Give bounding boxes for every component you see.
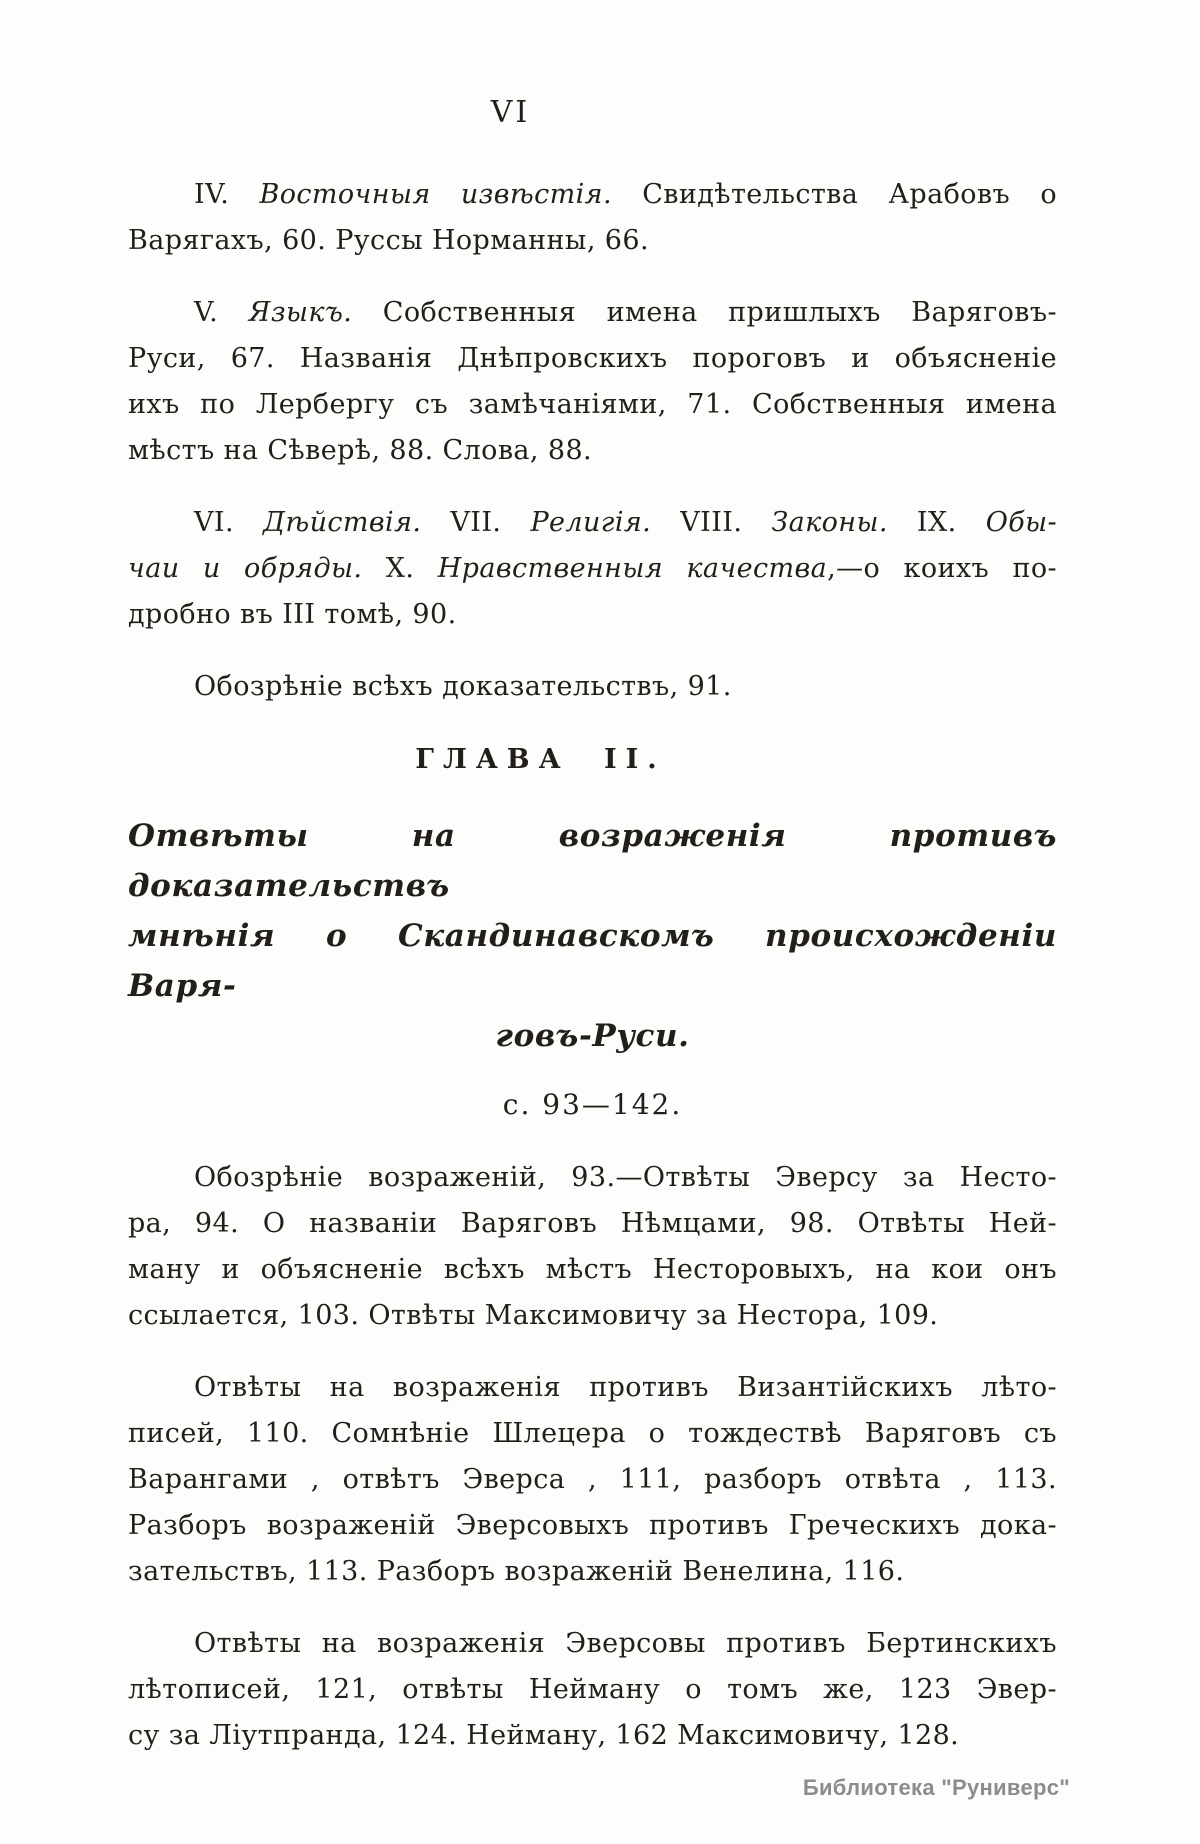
toc-text-segment: ману и объясненіе всѣхъ мѣстъ Несторовыхъ, на кои онъ [128, 1254, 1057, 1285]
toc-line [128, 592, 1057, 638]
toc-text-segment: лѣтописей, 121, отвѣты Нейману о томъ же, 123 Эвер- [128, 1674, 1057, 1705]
toc-paragraph [128, 1155, 1057, 1339]
chapter-title-line: Отвѣты на возраженія противъ доказательствъ [128, 818, 1057, 904]
toc-line [128, 1365, 1057, 1411]
page-number: VI [490, 95, 531, 130]
toc-text-segment: Руси, 67. Названія Днѣпровскихъ пороговъ и объясненіе [128, 343, 1057, 374]
toc-italic-segment: Языкъ. [248, 297, 353, 328]
toc-text-segment: мѣстъ на Сѣверѣ, 88. Слова, 88. [128, 435, 593, 466]
toc-text-segment: ссылается, 103. Отвѣты Максимовичу за Нестора, 109. [128, 1300, 939, 1331]
chapter-title [128, 811, 1057, 1061]
toc-paragraph [128, 290, 1057, 474]
toc-line [128, 1201, 1057, 1247]
toc-line [128, 500, 1057, 546]
toc-text-segment: X. [362, 553, 438, 584]
toc-line [128, 1713, 1057, 1759]
toc-line [128, 1621, 1057, 1667]
toc-text-segment: Обозрѣніе возраженій, 93.—Отвѣты Эверсу за Несто- [194, 1162, 1057, 1193]
toc-text-segment: ихъ по Лербергу съ замѣчаніями, 71. Собственныя имена [128, 389, 1057, 420]
toc-line [128, 382, 1057, 428]
chapter-heading: ГЛАВА II. [415, 744, 666, 775]
toc-line [128, 290, 1057, 336]
toc-italic-segment: Религія. [530, 507, 652, 538]
toc-paragraph [128, 500, 1057, 638]
toc-text-segment: VIII. [651, 507, 772, 538]
toc-section-chapter-1-end [128, 172, 1057, 710]
library-watermark: Библиотека "Руниверс" [802, 1775, 1070, 1800]
toc-line [128, 1503, 1057, 1549]
toc-text-segment: ,—о коихъ по- [827, 553, 1058, 584]
toc-line [128, 1293, 1057, 1339]
text-block [128, 96, 1057, 1785]
toc-text-segment: ра, 94. О названіи Варяговъ Нѣмцами, 98. Отвѣты Ней- [128, 1208, 1057, 1239]
toc-italic-segment: Восточныя извѣстія. [259, 179, 612, 210]
toc-italic-segment: Законы. [771, 507, 888, 538]
toc-line [128, 1411, 1057, 1457]
toc-text-segment: Свидѣтельства Арабовъ о [611, 179, 1057, 210]
toc-line [128, 428, 1057, 474]
chapter-pages-range: с. 93—142. [502, 1088, 683, 1121]
toc-text-segment: Собственныя имена пришлыхъ Варяговъ- [352, 297, 1057, 328]
toc-text-segment: IV. [194, 179, 260, 210]
toc-italic-segment: Дѣйствія. [263, 507, 422, 538]
toc-line [128, 172, 1057, 218]
toc-text-segment: Отвѣты на возраженія противъ Византійскихъ лѣто- [194, 1372, 1057, 1403]
toc-text-segment: су за Ліутпранда, 124. Нейману, 162 Максимовичу, 128. [128, 1720, 960, 1751]
toc-line [128, 1667, 1057, 1713]
toc-text-segment: Обозрѣніе всѣхъ доказательствъ, 91. [194, 671, 732, 702]
toc-line [128, 1155, 1057, 1201]
toc-paragraph [128, 1621, 1057, 1759]
toc-text-segment: IX. [887, 507, 986, 538]
toc-line [128, 1457, 1057, 1503]
toc-text-segment: дробно въ III томѣ, 90. [128, 599, 457, 630]
toc-paragraph [128, 1365, 1057, 1595]
toc-line [128, 1549, 1057, 1595]
toc-paragraph [128, 664, 1057, 710]
toc-text-segment: зательствъ, 113. Разборъ возраженій Венелина, 116. [128, 1556, 905, 1587]
toc-text-segment: V. [194, 297, 249, 328]
toc-line [128, 336, 1057, 382]
chapter-title-line: говъ-Руси. [495, 1018, 690, 1054]
toc-paragraph [128, 172, 1057, 264]
toc-text-segment: Варягахъ, 60. Руссы Норманны, 66. [128, 225, 649, 256]
toc-line [128, 664, 1057, 710]
toc-italic-segment: чаи и обряды. [128, 553, 363, 584]
toc-italic-segment: Нравственныя качества [437, 553, 828, 584]
toc-italic-segment: Обы- [985, 507, 1058, 538]
toc-text-segment: VI. [194, 507, 264, 538]
toc-text-segment: Отвѣты на возраженія Эверсовы противъ Бертинскихъ [194, 1628, 1057, 1659]
toc-section-chapter-2 [128, 1155, 1057, 1759]
toc-text-segment: писей, 110. Сомнѣніе Шлецера о тождествѣ Варяговъ съ [128, 1418, 1057, 1449]
toc-text-segment: VII. [421, 507, 531, 538]
toc-line [128, 1247, 1057, 1293]
toc-line [128, 218, 1057, 264]
chapter-title-line: мнѣнія о Скандинавскомъ происхожденіи Варя- [128, 918, 1057, 1004]
toc-line [128, 546, 1057, 592]
toc-text-segment: Разборъ возраженій Эверсовыхъ противъ Греческихъ дока- [128, 1510, 1057, 1541]
toc-text-segment: Варангами , отвѣтъ Эверса , 111, разборъ отвѣта , 113. [128, 1464, 1057, 1495]
